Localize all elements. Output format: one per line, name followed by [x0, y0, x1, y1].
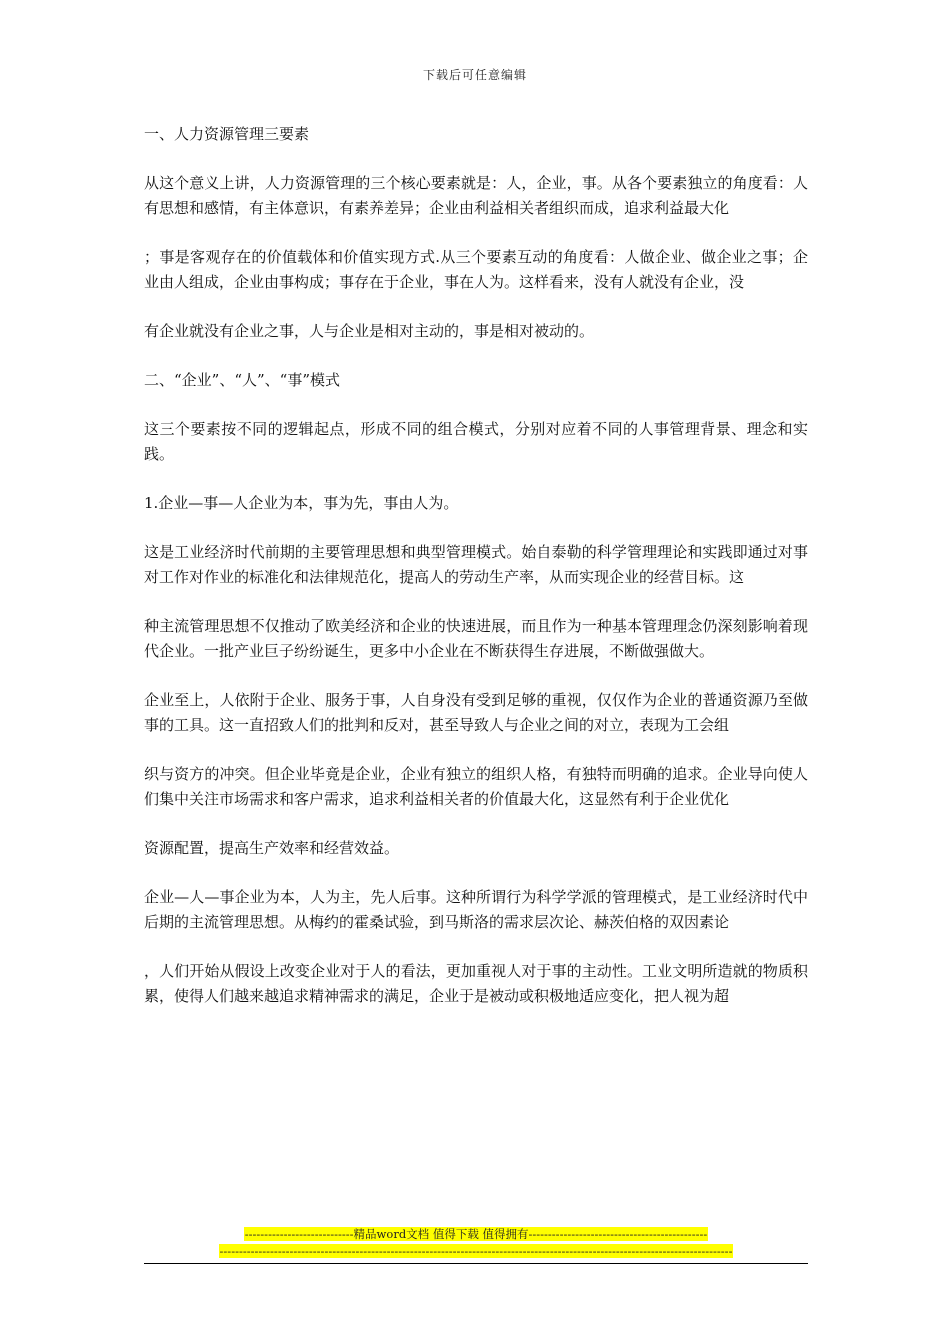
section-heading-1: 一、人力资源管理三要素 [144, 125, 310, 143]
body-paragraph: 企业至上，人依附于企业、服务于事，人自身没有受到足够的重视，仅仅作为企业的普通资源乃至做事的工具。这一直招致人们的批判和反对，甚至导致人与企业之间的对立，表现为工会组 [144, 691, 808, 734]
footer-divider [144, 1263, 808, 1264]
body-paragraph: 有企业就没有企业之事，人与企业是相对主动的，事是相对被动的。 [144, 322, 595, 340]
footer-banner-dashes: ------------------------------------------------------------------------------------------------------------------------------------ [219, 1244, 733, 1258]
model-heading-1: 1.企业—事—人企业为本，事为先，事由人为。 [144, 494, 459, 512]
body-paragraph: 这是工业经济时代前期的主要管理思想和典型管理模式。始自泰勒的科学管理理论和实践即通过对事对工作对作业的标准化和法律规范化，提高人的劳动生产率，从而实现企业的经营目标。这 [144, 543, 808, 586]
page-footer [144, 1226, 808, 1264]
body-paragraph: 企业—人—事企业为本，人为主，先人后事。这种所谓行为科学学派的管理模式，是工业经济时代中后期的主流管理思想。从梅约的霍桑试验，到马斯洛的需求层次论、赫茨伯格的双因素论 [144, 888, 808, 931]
body-paragraph: 资源配置，提高生产效率和经营效益。 [144, 839, 400, 857]
footer-banner-text: ----------------------------精品word文档 值得下载 值得拥有---------------------------------------------- [244, 1227, 708, 1241]
body-paragraph: ，人们开始从假设上改变企业对于人的看法，更加重视人对于事的主动性。工业文明所造就的物质积累，使得人们越来越追求精神需求的满足，企业于是被动或积极地适应变化，把人视为超 [144, 962, 808, 1005]
body-paragraph: 种主流管理思想不仅推动了欧美经济和企业的快速进展，而且作为一种基本管理理念仍深刻影响着现代企业。一批产业巨子纷纷诞生，更多中小企业在不断获得生存进展，不断做强做大。 [144, 617, 808, 660]
body-paragraph: 这三个要素按不同的逻辑起点，形成不同的组合模式，分别对应着不同的人事管理背景、理念和实践。 [144, 420, 808, 463]
page-header: 下载后可任意编辑 [422, 68, 527, 82]
body-paragraph: ；事是客观存在的价值载体和价值实现方式.从三个要素互动的角度看：人做企业、做企业之事；企业由人组成，企业由事构成；事存在于企业，事在人为。这样看来，没有人就没有企业，没 [144, 248, 808, 291]
footer-banner-line-2 [144, 1243, 808, 1260]
footer-banner-line-1 [144, 1226, 808, 1243]
body-paragraph: 织与资方的冲突。但企业毕竟是企业，企业有独立的组织人格，有独特而明确的追求。企业导向使人们集中关注市场需求和客户需求，追求利益相关者的价值最大化，这显然有利于企业优化 [144, 765, 808, 808]
section-heading-2: 二、“企业”、“人”、“事”模式 [144, 371, 341, 389]
body-paragraph: 从这个意义上讲，人力资源管理的三个核心要素就是：人，企业，事。从各个要素独立的角度看：人有思想和感情，有主体意识，有素养差异；企业由利益相关者组织而成，追求利益最大化 [144, 174, 808, 217]
document-body [144, 122, 808, 1033]
